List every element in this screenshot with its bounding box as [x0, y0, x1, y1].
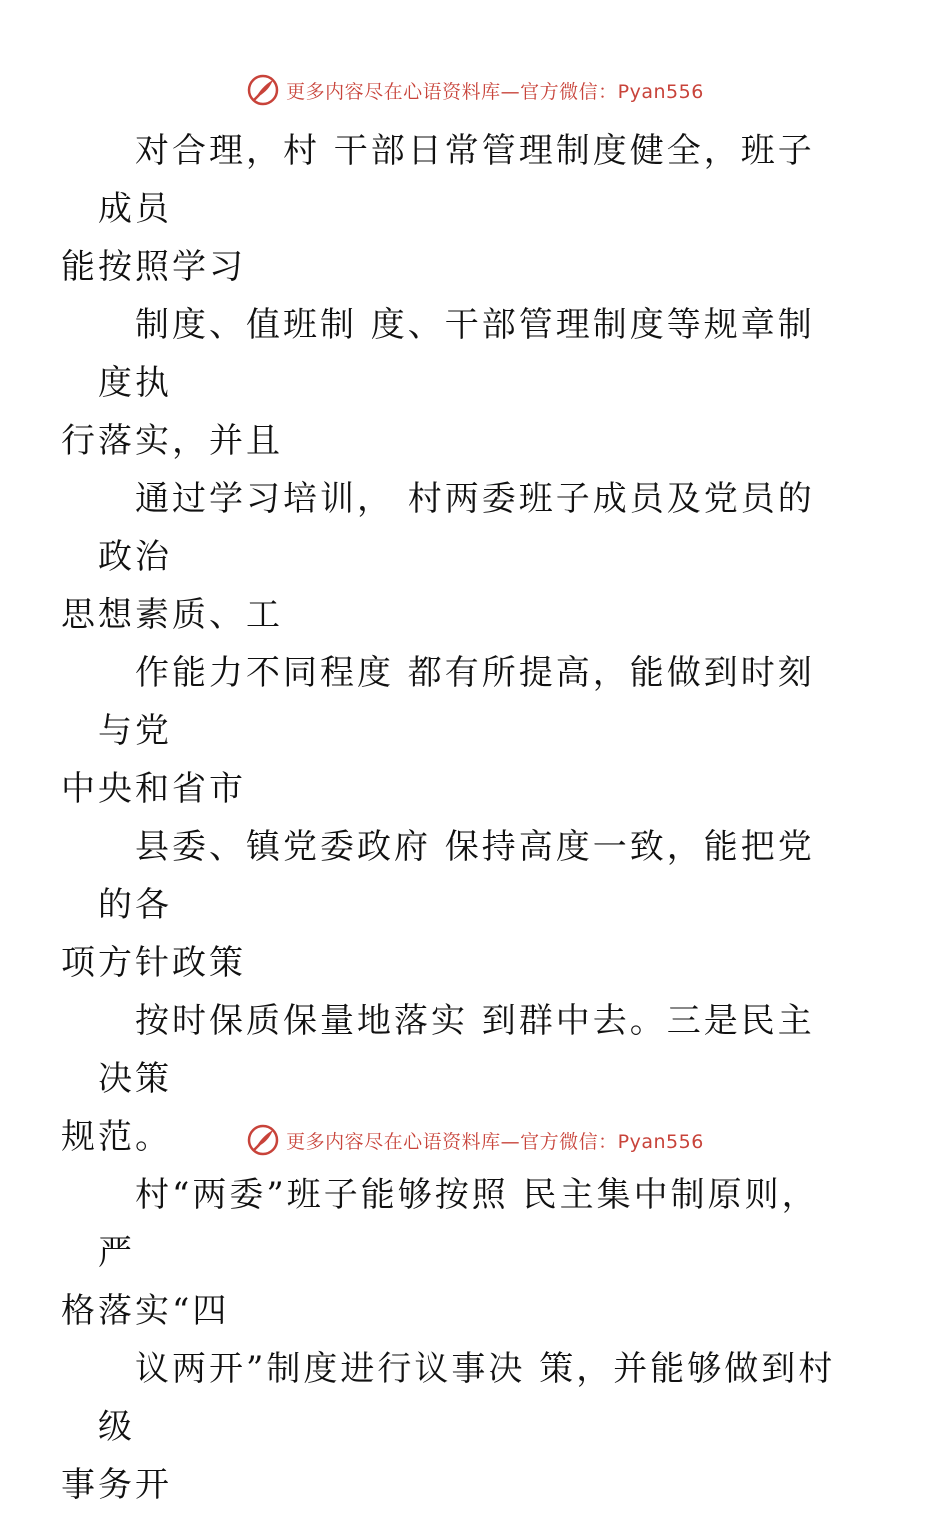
- paragraph-line: 规范。: [61, 1117, 172, 1157]
- paragraph-line: 制度、值班制 度、干部管理制度等规章制度执: [98, 305, 815, 403]
- paragraph-line: 思想素质、工: [61, 595, 283, 635]
- paragraph-line: 行落实，并且: [61, 421, 283, 461]
- paragraph: [61, 818, 838, 992]
- quill-seal-icon: [246, 73, 280, 107]
- paragraph: [61, 1166, 838, 1340]
- paragraph-line: 作能力不同程度 都有所提高，能做到时刻与党: [98, 653, 815, 751]
- paragraph-line: 议两开”制度进行议事决 策，并能够做到村级: [98, 1349, 836, 1447]
- footer-banner: [0, 1120, 950, 1160]
- paragraph: [61, 122, 838, 296]
- paragraph-line: 项方针政策: [61, 943, 246, 983]
- paragraph-line: 能按照学习: [61, 247, 246, 287]
- header-banner-text: 更多内容尽在心语资料库—官方微信：Pyan556: [286, 80, 704, 103]
- paragraph-line: 按时保质保量地落实 到群中去。三是民主决策: [98, 1001, 815, 1099]
- paragraph-line: 对合理，村 干部日常管理制度健全，班子成员: [98, 131, 815, 229]
- paragraph-line: 中央和省市: [61, 769, 246, 809]
- paragraph-line: 县委、镇党委政府 保持高度一致，能把党的各: [98, 827, 815, 925]
- paragraph-line: 村“两委”班子能够按照 民主集中制原则，严: [98, 1175, 819, 1273]
- paragraph-line: 格落实“四: [61, 1291, 230, 1331]
- header-banner: [0, 70, 950, 110]
- paragraph: [61, 296, 838, 470]
- document-body: [61, 122, 838, 1514]
- quill-seal-icon: [246, 1123, 280, 1157]
- paragraph-line: 通过学习培训， 村两委班子成员及党员的政治: [98, 479, 815, 577]
- paragraph-line: 事务开: [61, 1465, 172, 1505]
- paragraph: [61, 644, 838, 818]
- paragraph: [61, 470, 838, 644]
- paragraph: [61, 1340, 838, 1514]
- footer-banner-text: 更多内容尽在心语资料库—官方微信：Pyan556: [286, 1130, 704, 1153]
